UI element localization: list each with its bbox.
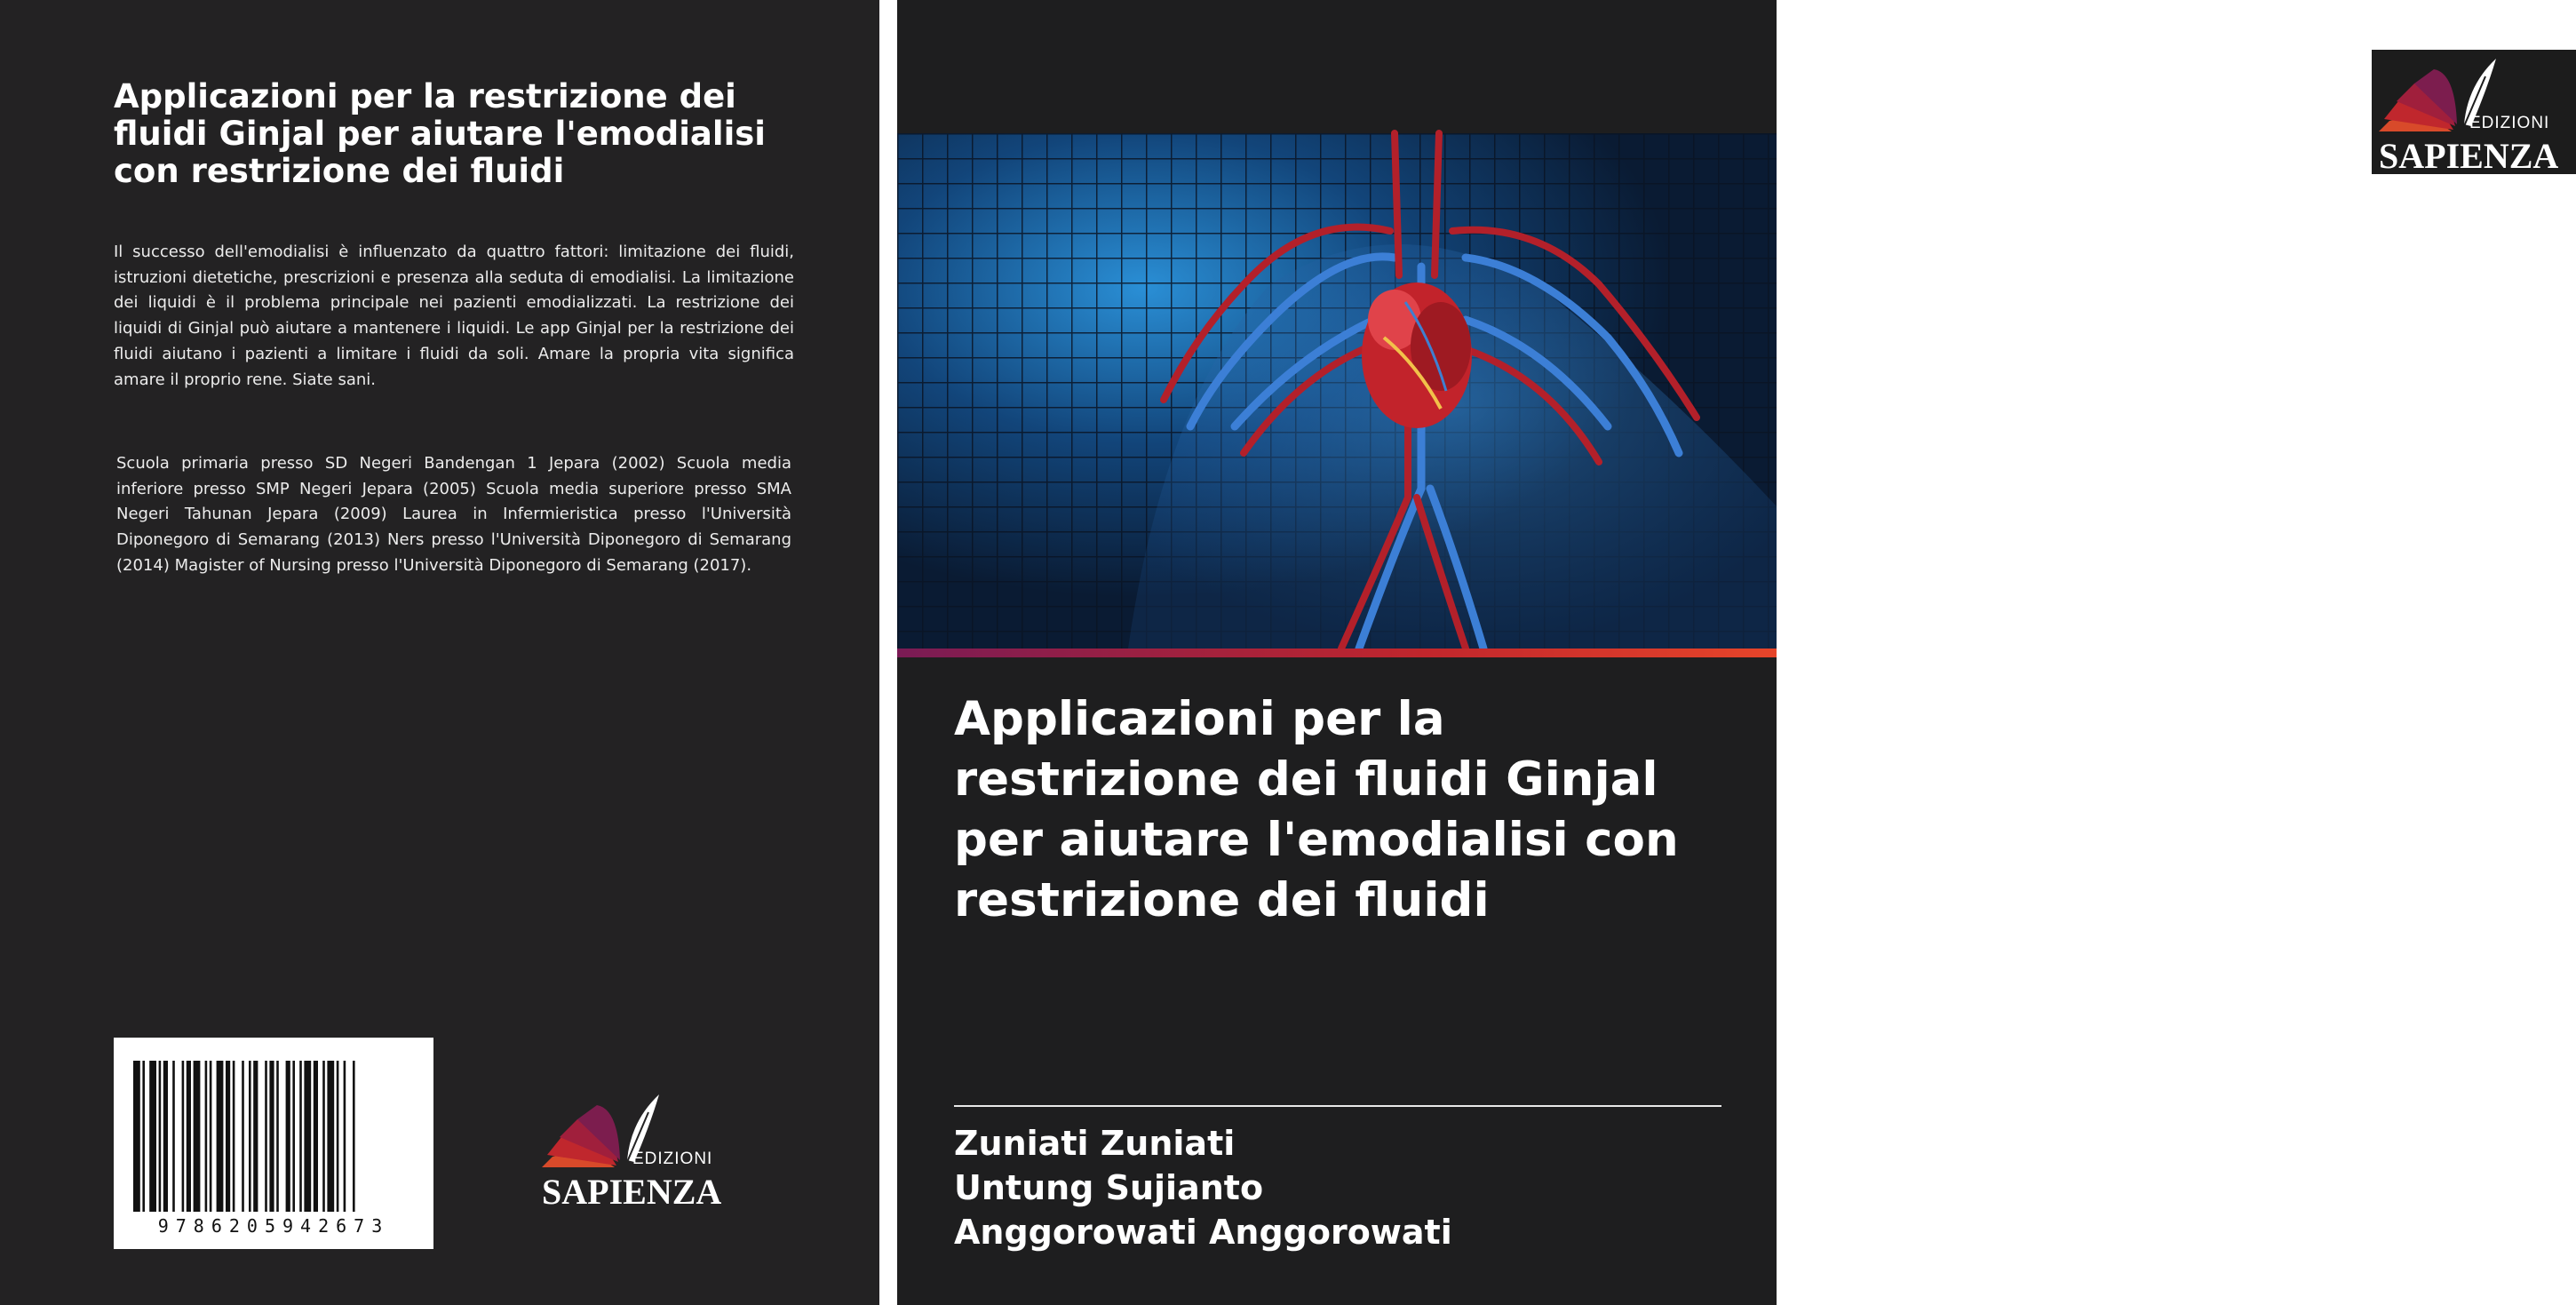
barcode-bar: [217, 1061, 224, 1212]
barcode-bars: [114, 1038, 433, 1215]
barcode-bar: [142, 1061, 145, 1212]
barcode-bar: [265, 1061, 267, 1212]
barcode-bar: [344, 1061, 346, 1212]
barcode-bar: [194, 1061, 201, 1212]
barcode-bar: [353, 1061, 355, 1212]
barcode-bar: [337, 1061, 339, 1212]
author-name: Zuniati Zuniati: [954, 1124, 1236, 1163]
barcode-bar: [292, 1061, 295, 1212]
barcode-bar: [314, 1061, 318, 1212]
barcode-bar: [253, 1061, 258, 1212]
spine-gap: [879, 0, 897, 1305]
barcode-bar: [163, 1061, 168, 1212]
barcode-bar: [286, 1061, 290, 1212]
isbn-digits: 9786205942673: [157, 1215, 390, 1237]
publisher-logo-front: [2372, 50, 2576, 174]
author-name: Untung Sujianto: [954, 1168, 1264, 1207]
cardiovascular-illustration: [897, 133, 1777, 649]
barcode-bar: [242, 1061, 244, 1212]
barcode-bar: [276, 1061, 279, 1212]
barcode-bar: [159, 1061, 162, 1212]
publisher-edizioni-label: EDIZIONI: [632, 1150, 713, 1168]
author-list: [954, 1121, 1452, 1254]
front-cover: [897, 0, 2559, 1305]
publisher-name-front: SAPIENZA: [2379, 136, 2559, 176]
barcode-bar: [299, 1061, 302, 1212]
publisher-name: SAPIENZA: [542, 1172, 722, 1212]
barcode-bar: [172, 1061, 175, 1212]
barcode-bar: [269, 1061, 274, 1212]
title-divider: [954, 1105, 1721, 1107]
publisher-logo: [535, 1086, 739, 1210]
barcode-bar: [226, 1061, 230, 1212]
back-cover-description: Il successo dell'emodialisi è influenzato da quattro fattori: limitazione dei fluidi, istruzioni dietetiche, prescrizioni e presenza alla seduta di emodialisi. La limitazione dei liquidi è il problema principale nei pazienti emodializzati. La restrizione dei liquidi di Ginjal può aiutare a mantenere i liquidi. Le app Ginjal per la restrizione dei fluidi aiutano i pazienti a limitare i fluidi da soli. Amare la propria vita significa amare il proprio rene. Siate sani.: [114, 243, 794, 389]
barcode-bar: [187, 1061, 191, 1212]
barcode-bar: [233, 1061, 235, 1212]
barcode-bar: [249, 1061, 251, 1212]
back-cover: [0, 0, 879, 1305]
barcode-bar: [149, 1061, 156, 1212]
back-cover-title: Applicazioni per la restrizione dei fluidi Ginjal per aiutare l'emodialisi con restrizione dei fluidi: [114, 77, 766, 190]
isbn-barcode: [114, 1038, 433, 1249]
accent-stripe: [897, 649, 1777, 657]
publisher-edizioni-label-front: EDIZIONI: [2469, 114, 2550, 132]
front-cover-title: Applicazioni per la restrizione dei fluidi Ginjal per aiutare l'emodialisi con restrizione dei fluidi: [954, 692, 1679, 927]
author-biography: Scuola primaria presso SD Negeri Bandengan 1 Jepara (2002) Scuola media inferiore presso SMP Negeri Jepara (2005) Scuola media superiore presso SMA Negeri Tahunan Jepara (2009) Laurea in Infermieristica presso l'Università Diponegoro di Semarang (2013) Ners presso l'Università Diponegoro di Semarang (2014) Magister of Nursing presso l'Università Diponegoro di Semarang (2017).: [116, 454, 791, 575]
barcode-bar: [205, 1061, 208, 1212]
barcode-bar: [210, 1061, 212, 1212]
barcode-bar: [133, 1061, 140, 1212]
barcode-bar: [304, 1061, 311, 1212]
barcode-bar: [182, 1061, 185, 1212]
barcode-bar: [322, 1061, 325, 1212]
barcode-bar: [327, 1061, 334, 1212]
author-name: Anggorowati Anggorowati: [954, 1213, 1452, 1252]
